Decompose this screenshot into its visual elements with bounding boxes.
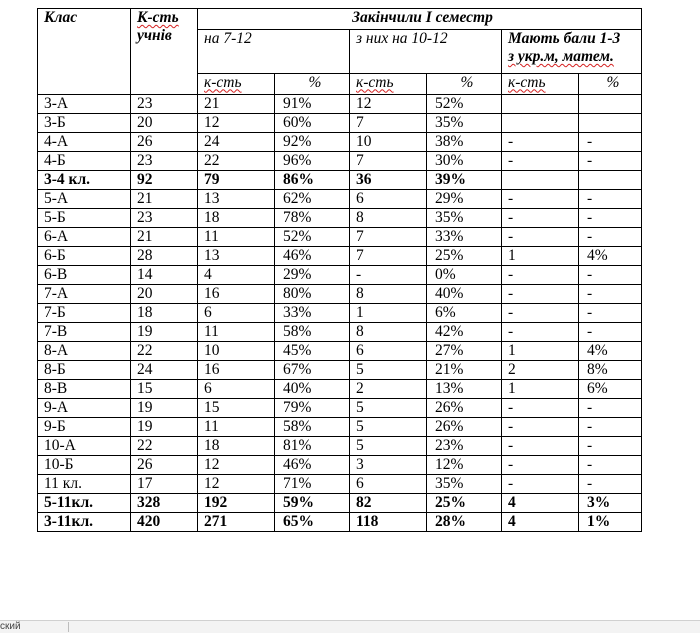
cell-pct-low: - <box>579 133 642 152</box>
cell-pct-7-12: 91% <box>275 95 350 114</box>
cell-students: 92 <box>131 171 198 190</box>
cell-pct-10-12: 26% <box>427 418 502 437</box>
cell-pct-7-12: 71% <box>275 475 350 494</box>
table-row <box>38 475 642 494</box>
cell-class: 10-А <box>38 437 131 456</box>
cell-qty-7-12: 16 <box>198 361 275 380</box>
cell-class: 8-В <box>38 380 131 399</box>
cell-pct-low: - <box>579 228 642 247</box>
cell-qty-7-12: 12 <box>198 475 275 494</box>
cell-class: 3-А <box>38 95 131 114</box>
cell-class: 5-Б <box>38 209 131 228</box>
pct-label: % <box>308 73 322 91</box>
cell-pct-low: 4% <box>579 247 642 266</box>
cell-students: 23 <box>131 209 198 228</box>
cell-qty-10-12: 6 <box>350 190 427 209</box>
cell-qty-10-12: 8 <box>350 209 427 228</box>
cell-qty-low: 4 <box>502 494 579 513</box>
cell-pct-7-12: 86% <box>275 171 350 190</box>
cell-pct-10-12: 35% <box>427 114 502 133</box>
cell-students: 328 <box>131 494 198 513</box>
cell-students: 24 <box>131 361 198 380</box>
table-row <box>38 133 642 152</box>
cell-pct-7-12: 92% <box>275 133 350 152</box>
cell-pct-10-12: 33% <box>427 228 502 247</box>
cell-pct-10-12: 25% <box>427 247 502 266</box>
cell-qty-7-12: 16 <box>198 285 275 304</box>
cell-qty-10-12: 5 <box>350 361 427 380</box>
cell-qty-10-12: 10 <box>350 133 427 152</box>
summary-row <box>38 494 642 513</box>
header-7-12 <box>198 30 350 74</box>
table-row <box>38 190 642 209</box>
cell-class: 3-11кл. <box>38 513 131 532</box>
cell-pct-7-12: 46% <box>275 247 350 266</box>
summary-row <box>38 513 642 532</box>
cell-students: 26 <box>131 133 198 152</box>
cell-pct-7-12: 96% <box>275 152 350 171</box>
cell-pct-10-12: 29% <box>427 190 502 209</box>
cell-qty-7-12: 22 <box>198 152 275 171</box>
cell-students: 22 <box>131 437 198 456</box>
table-row <box>38 285 642 304</box>
cell-pct-7-12: 33% <box>275 304 350 323</box>
cell-qty-low: - <box>502 152 579 171</box>
cell-qty-7-12: 11 <box>198 418 275 437</box>
cell-class: 6-Б <box>38 247 131 266</box>
cell-pct-low: 6% <box>579 380 642 399</box>
cell-qty-low: - <box>502 304 579 323</box>
cell-pct-10-12: 25% <box>427 494 502 513</box>
cell-pct-10-12: 38% <box>427 133 502 152</box>
header-semester-group <box>198 9 642 30</box>
cell-qty-low: 1 <box>502 247 579 266</box>
cell-class: 4-А <box>38 133 131 152</box>
cell-class: 10-Б <box>38 456 131 475</box>
cell-pct-7-12: 79% <box>275 399 350 418</box>
cell-qty-7-12: 13 <box>198 190 275 209</box>
cell-pct-low: - <box>579 475 642 494</box>
cell-qty-low: 2 <box>502 361 579 380</box>
status-bar <box>0 620 700 633</box>
cell-pct-7-12: 40% <box>275 380 350 399</box>
cell-qty-10-12: 82 <box>350 494 427 513</box>
cell-students: 19 <box>131 323 198 342</box>
cell-qty-10-12: 6 <box>350 342 427 361</box>
table-row <box>38 399 642 418</box>
cell-pct-low: - <box>579 152 642 171</box>
cell-qty-low: - <box>502 209 579 228</box>
cell-students: 20 <box>131 114 198 133</box>
header-low-line2: з укр.м, матем. <box>508 48 614 66</box>
cell-pct-10-12: 13% <box>427 380 502 399</box>
cell-qty-7-12: 6 <box>198 380 275 399</box>
cell-qty-low: - <box>502 190 579 209</box>
qty-label: к-сть <box>356 73 394 91</box>
header-class <box>38 9 131 95</box>
cell-pct-low: - <box>579 266 642 285</box>
table-row <box>38 152 642 171</box>
cell-students: 23 <box>131 95 198 114</box>
cell-qty-7-12: 15 <box>198 399 275 418</box>
table-row <box>38 247 642 266</box>
header-qty-7-12 <box>198 73 275 94</box>
cell-pct-7-12: 80% <box>275 285 350 304</box>
cell-pct-low: 8% <box>579 361 642 380</box>
pct-label: % <box>460 73 474 91</box>
status-divider <box>68 622 69 632</box>
cell-class: 9-А <box>38 399 131 418</box>
cell-pct-7-12: 46% <box>275 456 350 475</box>
cell-qty-10-12: 118 <box>350 513 427 532</box>
header-qty-low <box>502 73 579 94</box>
cell-students: 28 <box>131 247 198 266</box>
cell-pct-10-12: 28% <box>427 513 502 532</box>
cell-qty-10-12: 36 <box>350 171 427 190</box>
cell-pct-7-12: 78% <box>275 209 350 228</box>
cell-pct-10-12: 0% <box>427 266 502 285</box>
cell-qty-10-12: 1 <box>350 304 427 323</box>
table-row <box>38 95 642 114</box>
table-row <box>38 304 642 323</box>
cell-qty-7-12: 79 <box>198 171 275 190</box>
cell-qty-low: - <box>502 228 579 247</box>
cell-qty-10-12: 5 <box>350 418 427 437</box>
table-body <box>38 9 642 532</box>
header-student-count <box>131 9 198 95</box>
cell-students: 23 <box>131 152 198 171</box>
cell-class: 6-А <box>38 228 131 247</box>
cell-students: 18 <box>131 304 198 323</box>
cell-pct-10-12: 39% <box>427 171 502 190</box>
cell-qty-10-12: 7 <box>350 228 427 247</box>
header-qty-10-12 <box>350 73 427 94</box>
table-row <box>38 342 642 361</box>
cell-qty-7-12: 18 <box>198 437 275 456</box>
cell-pct-10-12: 35% <box>427 209 502 228</box>
header-10-12-label: з них на 10-12 <box>356 30 448 48</box>
summary-row <box>38 171 642 190</box>
table-row <box>38 418 642 437</box>
table-row <box>38 228 642 247</box>
cell-pct-low: - <box>579 323 642 342</box>
cell-pct-7-12: 58% <box>275 418 350 437</box>
cell-students: 420 <box>131 513 198 532</box>
cell-pct-low: - <box>579 418 642 437</box>
cell-pct-10-12: 23% <box>427 437 502 456</box>
cell-qty-7-12: 4 <box>198 266 275 285</box>
cell-pct-7-12: 65% <box>275 513 350 532</box>
header-count-line2: учнів <box>137 27 172 44</box>
cell-pct-10-12: 40% <box>427 285 502 304</box>
cell-pct-low: - <box>579 399 642 418</box>
cell-pct-10-12: 21% <box>427 361 502 380</box>
header-count-line1: К-сть <box>137 9 179 26</box>
cell-students: 22 <box>131 342 198 361</box>
cell-pct-10-12: 35% <box>427 475 502 494</box>
cell-qty-low <box>502 114 579 133</box>
header-pct-10-12 <box>427 73 502 94</box>
cell-qty-10-12: 2 <box>350 380 427 399</box>
cell-qty-7-12: 12 <box>198 114 275 133</box>
header-pct-7-12 <box>275 73 350 94</box>
cell-students: 20 <box>131 285 198 304</box>
cell-pct-low: - <box>579 285 642 304</box>
table-row <box>38 114 642 133</box>
header-7-12-label: на 7-12 <box>204 30 252 48</box>
cell-qty-10-12: 7 <box>350 114 427 133</box>
cell-qty-7-12: 18 <box>198 209 275 228</box>
cell-students: 19 <box>131 418 198 437</box>
cell-class: 5-11кл. <box>38 494 131 513</box>
cell-qty-10-12: 8 <box>350 285 427 304</box>
cell-pct-low: 1% <box>579 513 642 532</box>
header-10-12 <box>350 30 502 74</box>
cell-qty-low: - <box>502 266 579 285</box>
cell-class: 6-В <box>38 266 131 285</box>
semester-results-table <box>37 8 642 532</box>
cell-qty-7-12: 10 <box>198 342 275 361</box>
cell-qty-10-12: 3 <box>350 456 427 475</box>
cell-qty-low: - <box>502 456 579 475</box>
cell-qty-low: - <box>502 323 579 342</box>
cell-pct-low: - <box>579 304 642 323</box>
cell-pct-10-12: 27% <box>427 342 502 361</box>
cell-qty-10-12: 7 <box>350 152 427 171</box>
cell-class: 3-Б <box>38 114 131 133</box>
cell-pct-low: - <box>579 190 642 209</box>
cell-pct-10-12: 6% <box>427 304 502 323</box>
cell-pct-7-12: 62% <box>275 190 350 209</box>
cell-qty-7-12: 11 <box>198 323 275 342</box>
qty-label: к-сть <box>204 73 242 91</box>
cell-qty-7-12: 11 <box>198 228 275 247</box>
cell-pct-7-12: 45% <box>275 342 350 361</box>
cell-qty-10-12: 6 <box>350 475 427 494</box>
cell-pct-10-12: 30% <box>427 152 502 171</box>
cell-qty-7-12: 13 <box>198 247 275 266</box>
cell-class: 4-Б <box>38 152 131 171</box>
cell-pct-low: 4% <box>579 342 642 361</box>
cell-qty-low: - <box>502 133 579 152</box>
header-low-scores <box>502 30 642 74</box>
cell-class: 7-А <box>38 285 131 304</box>
header-row-1 <box>38 9 642 30</box>
cell-qty-low <box>502 171 579 190</box>
cell-qty-7-12: 24 <box>198 133 275 152</box>
cell-qty-low: 1 <box>502 380 579 399</box>
cell-pct-7-12: 29% <box>275 266 350 285</box>
cell-qty-low: - <box>502 418 579 437</box>
cell-qty-7-12: 12 <box>198 456 275 475</box>
cell-qty-10-12: 5 <box>350 399 427 418</box>
table-row <box>38 361 642 380</box>
cell-class: 9-Б <box>38 418 131 437</box>
cell-pct-low: - <box>579 456 642 475</box>
cell-pct-10-12: 12% <box>427 456 502 475</box>
cell-pct-low: - <box>579 209 642 228</box>
header-low-line1: Мають бали 1-3 <box>508 30 621 48</box>
cell-class: 3-4 кл. <box>38 171 131 190</box>
cell-pct-10-12: 42% <box>427 323 502 342</box>
header-class-label: Клас <box>44 9 78 26</box>
cell-students: 21 <box>131 190 198 209</box>
header-group-title: Закінчили І семестр <box>352 9 493 26</box>
table-row <box>38 380 642 399</box>
cell-pct-10-12: 26% <box>427 399 502 418</box>
cell-qty-7-12: 271 <box>198 513 275 532</box>
cell-qty-low: 1 <box>502 342 579 361</box>
header-pct-low <box>579 73 642 94</box>
cell-qty-7-12: 21 <box>198 95 275 114</box>
cell-qty-10-12: - <box>350 266 427 285</box>
cell-pct-7-12: 58% <box>275 323 350 342</box>
cell-qty-10-12: 7 <box>350 247 427 266</box>
qty-label: к-сть <box>508 73 546 91</box>
cell-students: 15 <box>131 380 198 399</box>
cell-qty-7-12: 192 <box>198 494 275 513</box>
cell-pct-low: - <box>579 437 642 456</box>
cell-pct-7-12: 52% <box>275 228 350 247</box>
cell-qty-low: - <box>502 399 579 418</box>
cell-qty-10-12: 8 <box>350 323 427 342</box>
table-row <box>38 323 642 342</box>
table-row <box>38 209 642 228</box>
cell-class: 7-Б <box>38 304 131 323</box>
cell-students: 17 <box>131 475 198 494</box>
cell-qty-10-12: 5 <box>350 437 427 456</box>
cell-students: 21 <box>131 228 198 247</box>
cell-class: 11 кл. <box>38 475 131 494</box>
cell-pct-low <box>579 95 642 114</box>
cell-pct-low <box>579 114 642 133</box>
pct-label: % <box>606 73 620 91</box>
table-row <box>38 266 642 285</box>
cell-students: 14 <box>131 266 198 285</box>
cell-qty-low: 4 <box>502 513 579 532</box>
cell-qty-low: - <box>502 475 579 494</box>
cell-students: 19 <box>131 399 198 418</box>
cell-qty-7-12: 6 <box>198 304 275 323</box>
cell-pct-low: 3% <box>579 494 642 513</box>
cell-class: 7-В <box>38 323 131 342</box>
table-row <box>38 437 642 456</box>
cell-qty-low: - <box>502 437 579 456</box>
cell-class: 5-А <box>38 190 131 209</box>
cell-pct-low <box>579 171 642 190</box>
cell-students: 26 <box>131 456 198 475</box>
cell-pct-7-12: 81% <box>275 437 350 456</box>
cell-qty-low: - <box>502 285 579 304</box>
cell-class: 8-Б <box>38 361 131 380</box>
cell-qty-low <box>502 95 579 114</box>
table-row <box>38 456 642 475</box>
cell-class: 8-А <box>38 342 131 361</box>
cell-pct-7-12: 60% <box>275 114 350 133</box>
status-language[interactable]: ский <box>0 621 21 632</box>
cell-qty-10-12: 12 <box>350 95 427 114</box>
cell-pct-7-12: 67% <box>275 361 350 380</box>
cell-pct-7-12: 59% <box>275 494 350 513</box>
cell-pct-10-12: 52% <box>427 95 502 114</box>
